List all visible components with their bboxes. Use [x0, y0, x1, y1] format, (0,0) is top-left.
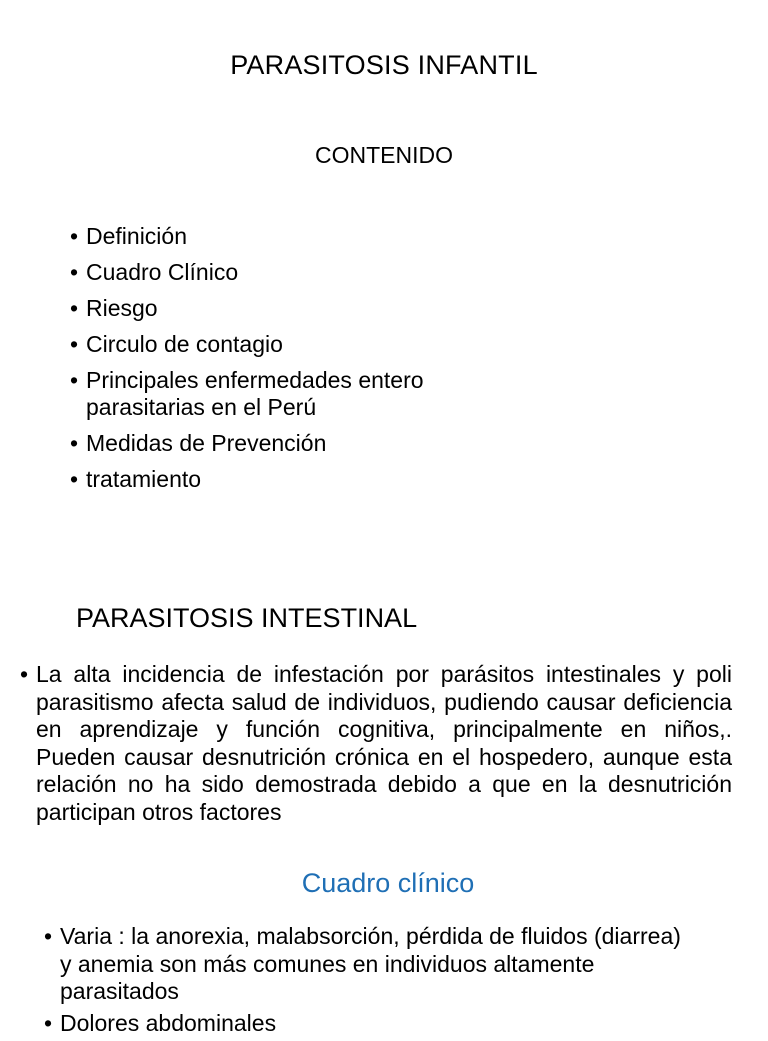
slide-subtitle-contenido: CONTENIDO: [315, 142, 453, 168]
contents-list: [70, 223, 510, 502]
list-item: • Definición: [70, 223, 510, 250]
symptoms-list: [44, 923, 684, 1041]
list-item: • Circulo de contagio: [70, 331, 510, 358]
list-item: • tratamiento: [70, 466, 510, 493]
list-item: • Dolores abdominales: [44, 1010, 684, 1038]
list-item: • Principales enfermedades entero parasitarias en el Perú: [70, 367, 510, 421]
list-item: • Cuadro Clínico: [70, 259, 510, 286]
bullet-marker: •: [20, 661, 29, 687]
list-item: • Varia : la anorexia, malabsorción, pérdida de fluidos (diarrea) y anemia son más comunes en individuos altamente parasitados: [44, 923, 684, 1006]
paragraph-block: [20, 661, 732, 826]
list-item: • Medidas de Prevención: [70, 430, 510, 457]
slide-title-parasitosis-infantil: PARASITOSIS INFANTIL: [230, 50, 538, 80]
slide-title-cuadro-clinico: Cuadro clínico: [301, 868, 475, 898]
paragraph-text: La alta incidencia de infestación por parásitos intestinales y poli parasitismo afecta salud de individuos, pudiendo causar deficiencia en aprendizaje y función cognitiva, principalmente en niños,. Pueden causar desnutrición crónica en el hospedero, aunque esta relación no ha sido demostrada debido a que en la desnutrición participan otros factores: [36, 661, 732, 825]
slide-title-parasitosis-intestinal: PARASITOSIS INTESTINAL: [76, 603, 418, 633]
list-item: • Riesgo: [70, 295, 510, 322]
